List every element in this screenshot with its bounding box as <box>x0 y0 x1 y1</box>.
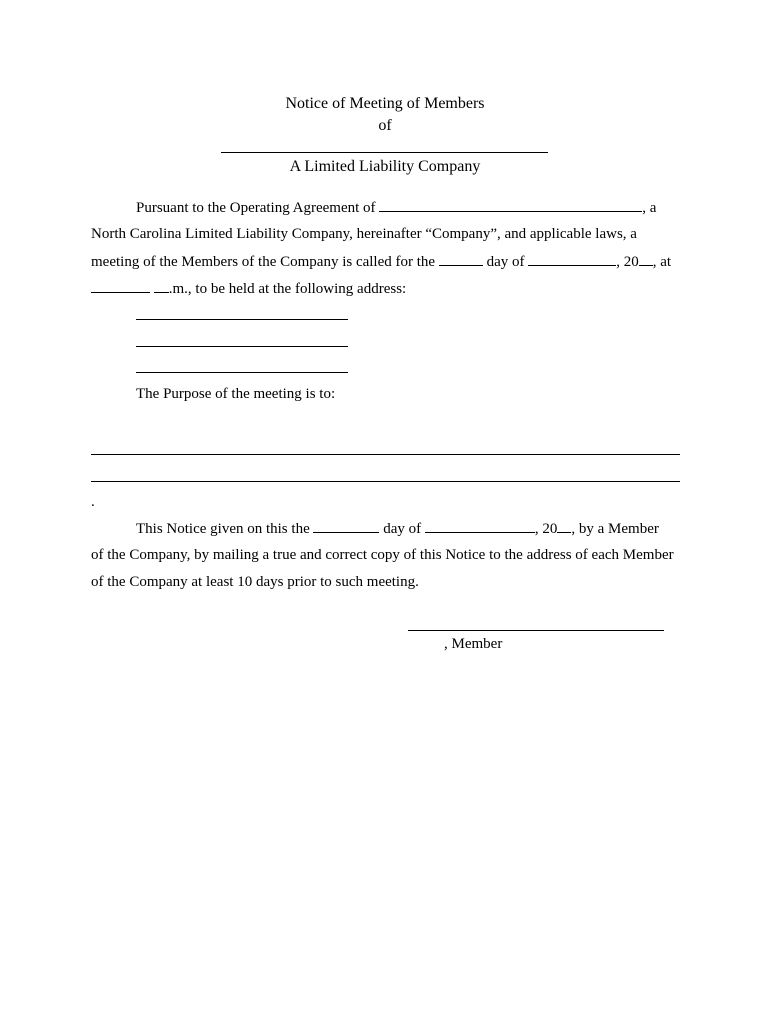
meeting-ampm-blank <box>154 280 169 293</box>
para1-line4-end: .m., to be held at the following address: <box>168 281 407 297</box>
purpose-label: The Purpose of the meeting is to: <box>136 386 336 402</box>
para1-line-2: North Carolina Limited Liability Company, hereinafter “Company”, and applicable laws, a <box>91 226 637 242</box>
meeting-day-blank <box>439 253 483 266</box>
para1-line-3 <box>91 253 671 271</box>
para1-year: , 20 <box>616 254 639 270</box>
signature-label: , Member <box>444 636 503 652</box>
period-mark: . <box>91 494 95 510</box>
notice-month-blank <box>425 520 535 533</box>
title-line-2: of <box>378 117 392 134</box>
meeting-time-blank <box>91 280 150 293</box>
para1-start: Pursuant to the Operating Agreement of <box>136 200 376 216</box>
signature-line <box>408 630 664 631</box>
notice-day-blank <box>313 520 379 533</box>
para2-year: , 20 <box>534 521 558 537</box>
title-line-1: Notice of Meeting of Members <box>285 95 485 112</box>
title-line-3: A Limited Liability Company <box>289 158 481 175</box>
para1-line3-start: meeting of the Members of the Company is called for the <box>91 254 436 270</box>
para2-line-1 <box>136 520 659 538</box>
company-blank <box>379 199 642 212</box>
para1-line-1 <box>136 199 656 217</box>
address-line-2 <box>136 346 348 347</box>
purpose-line-2 <box>91 481 680 482</box>
para2-line-3: of the Company at least 10 days prior to such meeting. <box>91 574 419 590</box>
para1-after-blank: , a <box>642 200 657 216</box>
address-line-3 <box>136 372 348 373</box>
company-name-blank <box>221 152 548 153</box>
address-line-1 <box>136 319 348 320</box>
purpose-line-1 <box>91 454 680 455</box>
para2-line-2: of the Company, by mailing a true and correct copy of this Notice to the address of each Member <box>91 547 674 563</box>
para1-day-of: day of <box>486 254 525 270</box>
para2-day-of: day of <box>383 521 422 537</box>
para2-start: This Notice given on this the <box>136 521 310 537</box>
meeting-year-blank <box>639 253 653 266</box>
meeting-month-blank <box>528 253 616 266</box>
notice-year-blank <box>557 520 571 533</box>
para1-at: , at <box>652 254 672 270</box>
para1-line-4 <box>91 280 406 298</box>
para2-by-member: , by a Member <box>571 521 659 537</box>
